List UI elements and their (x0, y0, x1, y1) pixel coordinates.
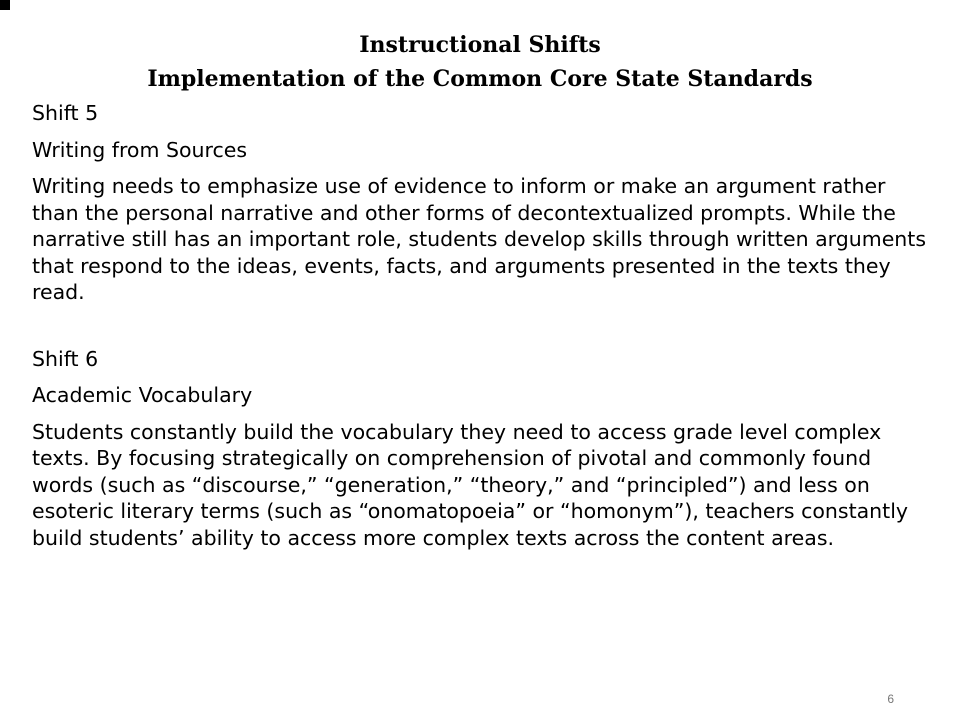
slide-title (0, 28, 960, 96)
shift-5-subheading: Writing from Sources (32, 137, 248, 162)
title-line-2: Implementation of the Common Core State Standards (147, 66, 813, 92)
corner-square-icon (0, 0, 10, 10)
shift-5-heading: Shift 5 (32, 101, 99, 125)
shift-6-description: Students constantly build the vocabulary they need to access grade level complex texts. By focusing strategically on comprehension of pivotal and commonly found words (such as “discourse,” “generation,” “theory,” and “principled”) and less on esoteric literary terms (such as “onomatopoeia” or “homonym”), teachers constantly build students’ ability to access more complex texts across the content areas. (32, 419, 909, 550)
shift-6-subheading: Academic Vocabulary (32, 383, 253, 407)
slide-body (32, 100, 932, 551)
section-spacer (32, 306, 932, 346)
title-line-1: Instructional Shifts (359, 32, 601, 58)
shift-6-heading: Shift 6 (32, 346, 99, 371)
page-number: 6 (887, 692, 894, 706)
shift-5-description: Writing needs to emphasize use of evidence to inform or make an argument rather than the personal narrative and other forms of decontextualized prompts. While the narrative still has an important role, students develop skills through written arguments that respond to the ideas, events, facts, and arguments presented in the texts they read. (32, 174, 927, 304)
